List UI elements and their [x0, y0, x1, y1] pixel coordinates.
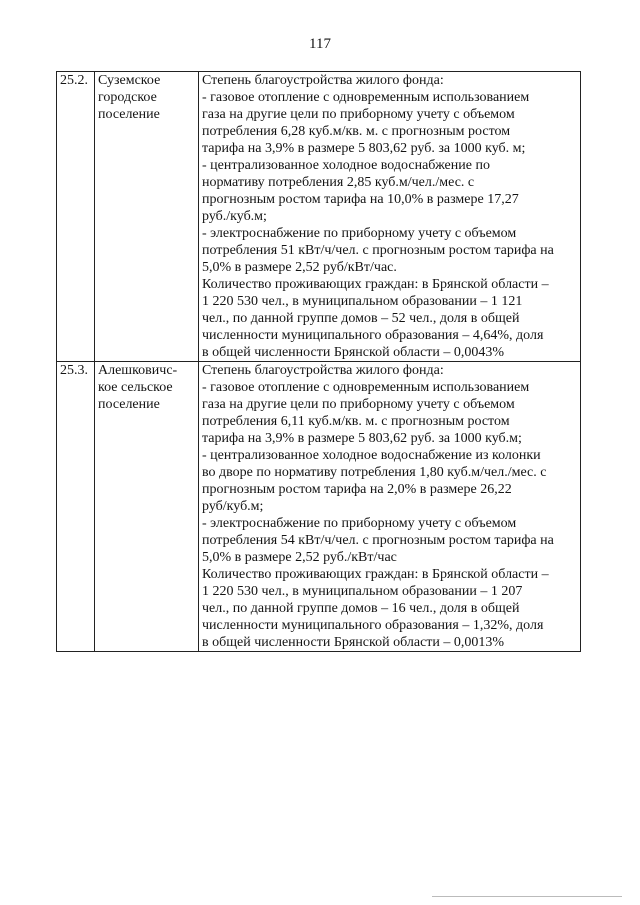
description-line: тарифа на 3,9% в размере 5 803,62 руб. за 1000 куб.м;	[202, 431, 522, 446]
table-body	[57, 72, 581, 652]
description-line: 1 220 530 чел., в муниципальном образовании – 1 121	[202, 294, 523, 309]
description-line: руб./куб.м;	[202, 209, 267, 224]
description-cell	[199, 72, 581, 362]
description-line: прогнозным ростом тарифа на 10,0% в размере 17,27	[202, 192, 519, 207]
description-line: чел., по данной группе домов – 16 чел., доля в общей	[202, 601, 520, 616]
description-line: руб/куб.м;	[202, 499, 264, 514]
description-line: нормативу потребления 2,85 куб.м/чел./мес. с	[202, 175, 475, 190]
row-number: 25.3.	[60, 363, 88, 378]
scan-edge-line	[432, 896, 622, 897]
description-line: Количество проживающих граждан: в Брянской области –	[202, 567, 549, 582]
settlement-name-cell	[95, 72, 199, 362]
row-number: 25.2.	[60, 73, 88, 88]
description-line: - централизованное холодное водоснабжение по	[202, 158, 490, 173]
description-line: - газовое отопление с одновременным использованием	[202, 90, 530, 105]
description-line: - газовое отопление с одновременным использованием	[202, 380, 530, 395]
settlement-name-line: поселение	[98, 397, 160, 412]
table-row	[57, 72, 581, 362]
settlement-name-line: поселение	[98, 107, 160, 122]
description-line: потребления 51 кВт/ч/чел. с прогнозным ростом тарифа на	[202, 243, 554, 258]
description-line: во дворе по нормативу потребления 1,80 куб.м/чел./мес. с	[202, 465, 547, 480]
row-number-cell	[57, 72, 95, 362]
description-line: 5,0% в размере 2,52 руб/кВт/час.	[202, 260, 397, 275]
description-line: 1 220 530 чел., в муниципальном образовании – 1 207	[202, 584, 523, 599]
description-line: 5,0% в размере 2,52 руб./кВт/час	[202, 550, 397, 565]
description-line: - электроснабжение по приборному учету с объемом	[202, 226, 517, 241]
description-line: Степень благоустройства жилого фонда:	[202, 363, 444, 378]
table-row	[57, 362, 581, 652]
settlement-name-line: кое сельское	[98, 380, 173, 395]
description-line: в общей численности Брянской области – 0,0043%	[202, 345, 505, 360]
description-line: потребления 6,28 куб.м/кв. м. с прогнозным ростом	[202, 124, 511, 139]
description-line: тарифа на 3,9% в размере 5 803,62 руб. за 1000 куб. м;	[202, 141, 526, 156]
description-line: газа на другие цели по приборному учету с объемом	[202, 107, 515, 122]
description-line: - централизованное холодное водоснабжение из колонки	[202, 448, 541, 463]
description-cell	[199, 362, 581, 652]
description-line: Количество проживающих граждан: в Брянской области –	[202, 277, 549, 292]
description-line: Степень благоустройства жилого фонда:	[202, 73, 444, 88]
description-line: чел., по данной группе домов – 52 чел., доля в общей	[202, 311, 520, 326]
description-line: в общей численности Брянской области – 0,0013%	[202, 635, 505, 650]
settlement-name-cell	[95, 362, 199, 652]
description-line: газа на другие цели по приборному учету с объемом	[202, 397, 515, 412]
row-number-cell	[57, 362, 95, 652]
settlement-name-line: городское	[98, 90, 157, 105]
description-line: потребления 54 кВт/ч/чел. с прогнозным ростом тарифа на	[202, 533, 554, 548]
description-line: прогнозным ростом тарифа на 2,0% в размере 26,22	[202, 482, 512, 497]
settlement-name-line: Суземское	[98, 73, 161, 88]
settlements-table	[56, 71, 581, 652]
description-line: потребления 6,11 куб.м/кв. м. с прогнозным ростом	[202, 414, 510, 429]
page-number: 117	[309, 36, 331, 52]
description-line: численности муниципального образования – 4,64%, доля	[202, 328, 544, 343]
description-line: численности муниципального образования – 1,32%, доля	[202, 618, 544, 633]
description-line: - электроснабжение по приборному учету с объемом	[202, 516, 517, 531]
settlement-name-line: Алешковичс-	[98, 363, 178, 378]
